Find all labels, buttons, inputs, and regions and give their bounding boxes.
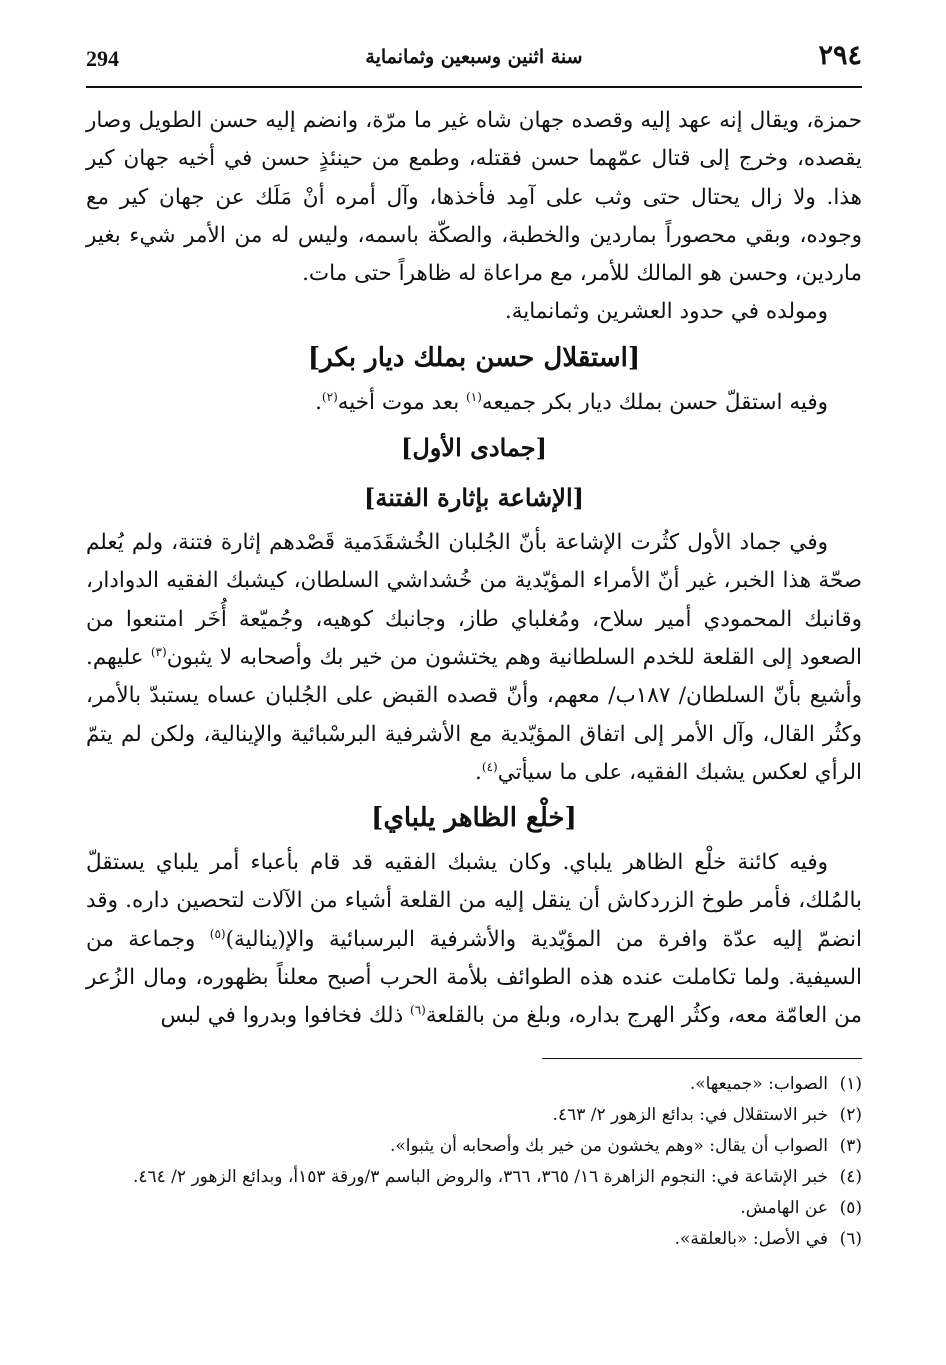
paragraph-text: بعد موت أخيه	[337, 389, 467, 415]
paragraph-text: عليهم. وأشيع بأنّ السلطان/ ١٨٧ب/ معهم، وأنّ قصده القبض على الجُلبان عساه يستبدّ بالأمر، وكثُر القال، وآل الأمر إلى اتفاق المؤيّدية مع الأشرفية البرسْبائية والإينالية، ولكن لم يتمّ الرأي لعكس يشبك الفقيه، على ما سيأتي	[86, 644, 863, 785]
footnote-number: (١)	[839, 1073, 862, 1094]
paragraph: حمزة، ويقال إنه عهد إليه وقصده جهان شاه غير ما مرّة، وانضم إليه حسن الطويل وصار يقصده، وخرج إلى قتال عمّهما حسن فقتله، وطمع من حينئذٍ حسن في أخيه جهان كير هذا. ولا زال يحتال حتى وثب على آمِد فأخذها، وآل أمره أنْ مَلَك عن جهان كير مع وجوده، وبقي محصوراً بماردين والخطبة، والصكّة باسمه، وليس له من الأمر شيء بغير ماردين، وحسن هو المالك للأمر، مع مراعاة له ظاهراً حتى مات.	[86, 108, 862, 287]
footnote-text: خبر الإشاعة في: النجوم الزاهرة ١٦/ ٣٦٥، ٣٦٦، والروض الباسم ٣/ورقة ١٥٣أ، وبدائع الزهور ٢/ ٤٦٤.	[132, 1166, 828, 1187]
footnote-number: (٢)	[839, 1104, 862, 1125]
footnote-text: في الأصل: «بالعلقة».	[674, 1228, 828, 1249]
month-heading: [جمادى الأول]	[401, 433, 547, 463]
page-number-arabic: ٢٩٤	[818, 40, 862, 71]
paragraph-text: وفيه استقلّ حسن بملك ديار بكر جميعه	[481, 389, 828, 415]
footnote-text: الصواب أن يقال: «وهم يخشون من خير بك وأصحابه أن يثبوا».	[389, 1135, 828, 1156]
paragraph	[86, 384, 862, 422]
section-heading: [خلْع الظاهر يلباي]	[371, 803, 577, 834]
footnote	[86, 1162, 862, 1193]
paragraph	[86, 524, 862, 792]
main-text	[86, 102, 862, 1036]
paragraph-text: وجماعة من السيفية. ولما تكاملت عنده هذه الطوائف بلأمة الحرب أصبح معلناً بظهوره، ومال الزُعر من العامّة معه، وكثُر الهرج بداره، وبلغ من بالقلعة	[86, 926, 862, 1029]
footnote-ref: (٦)	[410, 1003, 426, 1018]
paragraph-text: .	[315, 389, 322, 415]
paragraph	[86, 844, 862, 1035]
section-heading: [الإشاعة بإثارة الفتنة]	[363, 483, 584, 513]
running-title: سنة اثنين وسبعين وثمانماية	[365, 46, 583, 68]
footnote-ref: (٤)	[481, 759, 498, 774]
footnote-text: الصواب: «جميعها».	[689, 1073, 828, 1094]
footnote-number: (٦)	[839, 1228, 862, 1249]
footnote-ref: (٥)	[209, 926, 226, 941]
footnotes	[86, 1069, 862, 1255]
section-heading: [استقلال حسن بملك ديار بكر]	[307, 342, 641, 373]
paragraph-text: وفيه كائنة خلْع الظاهر يلباي. وكان يشبك الفقيه قد قام بأعباء أمر يلباي يستقلّ بالمُلك، فأمر طوخ الزردكاش أن ينقل إليه من القلعة أشياء من الآلات لتحصين داره. وقد انضمّ إليه عدّة وافرة من المؤيّدية والأشرفية البرسبائية والإ(ينالية)	[86, 850, 862, 952]
header-rule	[86, 86, 862, 88]
footnote	[86, 1069, 862, 1100]
footnote	[86, 1100, 862, 1131]
footnote	[86, 1224, 862, 1255]
footnotes-rule	[542, 1058, 862, 1059]
footnote	[86, 1131, 862, 1162]
paragraph-text: وفي جماد الأول كثُرت الإشاعة بأنّ الجُلبان الخُشقَدَمية قَصْدهم إثارة فتنة، ولم يُعلم صحّة هذا الخبر، غير أنّ الأمراء المؤيّدية من خُشداشي السلطان، كيشبك الفقيه الدوادار، وقانبك المحمودي أمير سلاح، ومُغلباي طاز، وجانبك كوهيه، وجُميّعة أُخَر امتنعوا من الصعود إلى القلعة للخدم السلطانية وهم يختشون من خير بك وأصحابه لا يثبون	[86, 530, 863, 670]
footnote-ref: (١)	[466, 389, 482, 404]
footnote-number: (٣)	[839, 1135, 862, 1156]
paragraph: ومولده في حدود العشرين وثمانماية.	[504, 299, 828, 325]
footnote-text: خبر الاستقلال في: بدائع الزهور ٢/ ٤٦٣.	[552, 1104, 828, 1125]
paragraph-text: ذلك فخافوا وبدروا في لبس	[160, 1003, 410, 1029]
book-page	[86, 40, 862, 1255]
page-number-latin: 294	[86, 46, 119, 71]
footnote-number: (٥)	[839, 1197, 862, 1218]
footnote-ref: (٣)	[150, 644, 167, 659]
footnote	[86, 1193, 862, 1224]
footnote-number: (٤)	[839, 1166, 862, 1187]
footnote-text: عن الهامش.	[740, 1197, 828, 1218]
paragraph-text: .	[475, 759, 482, 785]
footnote-ref: (٢)	[321, 389, 338, 404]
page-header	[86, 40, 862, 92]
